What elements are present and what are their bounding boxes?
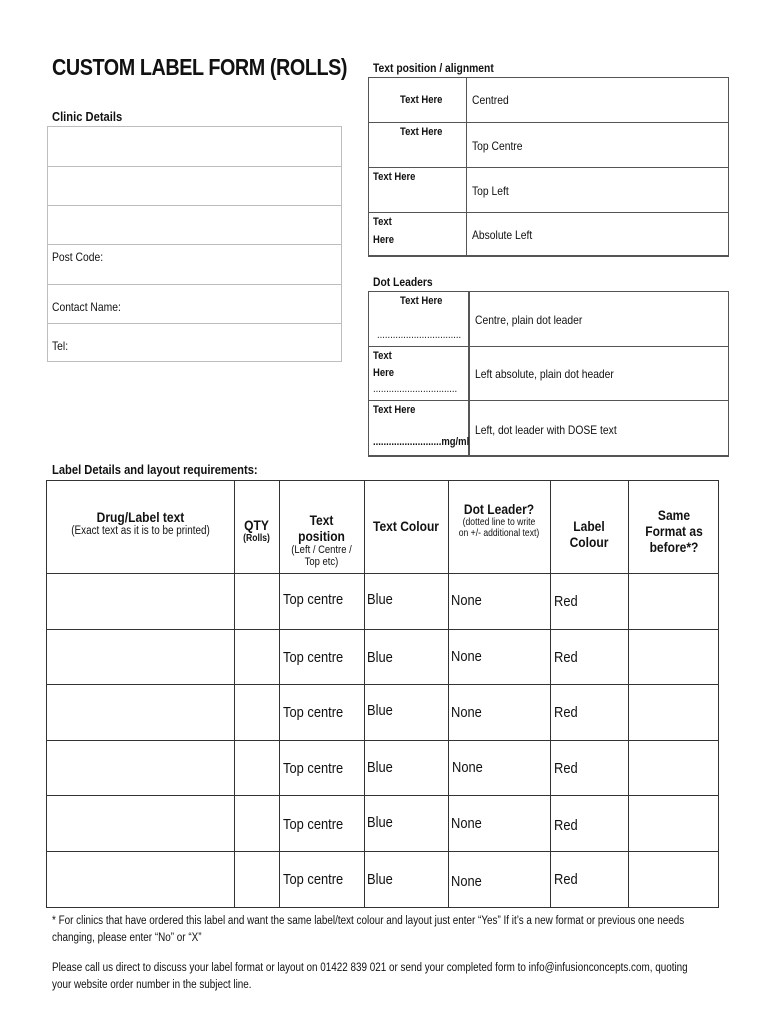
text-colour-cell[interactable]: Blue <box>367 871 393 888</box>
text-colour-cell[interactable]: Blue <box>367 649 393 666</box>
dot-leader-line: ................................ <box>373 383 458 395</box>
text-position-table <box>368 77 729 257</box>
text-position-row <box>369 168 728 213</box>
dot-leader-row <box>369 401 728 456</box>
same-format-footnote: * For clinics that have ordered this label and want the same label/text colour and layout just enter “Yes” If it’s a new format or previous one needs changing, please enter “No” or “X” <box>52 915 685 944</box>
text-position-cell[interactable]: Top centre <box>283 760 344 777</box>
col-header-dot-leader: Dot Leader? (dotted line to write on +/- additional text) <box>458 501 540 539</box>
clinic-details-box <box>47 126 342 362</box>
sample-text: Text Here <box>400 295 443 307</box>
page-title: CUSTOM LABEL FORM (ROLLS) <box>52 54 348 80</box>
text-position-cell[interactable]: Top centre <box>283 591 344 608</box>
tel-field[interactable] <box>48 324 341 362</box>
text-colour-cell[interactable]: Blue <box>367 759 393 776</box>
clinic-address-line-2-field[interactable] <box>48 206 341 245</box>
text-position-row <box>369 213 728 256</box>
text-position-cell[interactable]: Top centre <box>283 704 344 721</box>
label-colour-cell[interactable]: Red <box>554 649 578 666</box>
text-colour-cell[interactable]: Blue <box>367 591 393 608</box>
dot-leader-line: ................................ <box>377 329 462 341</box>
dot-leader-cell[interactable]: None <box>451 648 482 665</box>
col-header-text-colour: Text Colour <box>372 518 440 534</box>
label-details-heading: Label Details and layout requirements: <box>52 462 258 477</box>
dot-leader-cell[interactable]: None <box>451 815 482 832</box>
contact-name-label: Contact Name: <box>52 300 121 314</box>
contact-note: Please call us direct to discuss your label format or layout on 01422 839 021 or send your completed form to info@infusionconcepts.com, quoting your website order number in the subject line. <box>52 962 688 991</box>
dot-leader-cell[interactable]: None <box>451 592 482 609</box>
col-header-drug-label-text: Drug/Label text (Exact text as it is to be printed) <box>71 509 210 537</box>
label-colour-cell[interactable]: Red <box>554 871 578 888</box>
clinic-name-field[interactable] <box>48 127 341 167</box>
dot-leader-dose-line: ..........................mg/ml <box>373 436 470 448</box>
text-position-heading: Text position / alignment <box>373 61 494 75</box>
contact-name-field[interactable] <box>48 285 341 324</box>
sample-text: Text Here <box>373 171 416 183</box>
sample-text-line-2: Here <box>373 234 395 246</box>
sample-text: Text Here <box>400 94 443 106</box>
dot-leader-cell[interactable]: None <box>451 704 482 721</box>
dot-leader-cell[interactable]: None <box>452 759 483 776</box>
sample-text-line-1: Text <box>373 216 392 228</box>
sample-text: Text Here <box>373 404 416 416</box>
sample-text-line-1: Text <box>373 350 392 362</box>
text-position-cell[interactable]: Top centre <box>283 816 344 833</box>
label-colour-cell[interactable]: Red <box>554 760 578 777</box>
sample-text-line-2: Here <box>373 367 395 379</box>
alignment-description: Absolute Left <box>472 228 533 242</box>
label-colour-cell[interactable]: Red <box>554 704 578 721</box>
post-code-field[interactable] <box>48 245 341 285</box>
alignment-description: Top Left <box>472 184 509 198</box>
label-details-table <box>46 480 719 908</box>
text-colour-cell[interactable]: Blue <box>367 702 393 719</box>
col-header-text-position: Text position (Left / Centre / Top etc) <box>291 512 352 568</box>
sample-text: Text Here <box>400 126 443 138</box>
dot-leader-cell[interactable]: None <box>451 873 482 890</box>
dot-leaders-heading: Dot Leaders <box>373 275 433 289</box>
col-header-qty: QTY (Rolls) <box>243 517 270 544</box>
post-code-label: Post Code: <box>52 250 104 264</box>
text-position-row <box>369 123 728 168</box>
alignment-description: Top Centre <box>472 139 523 153</box>
dot-leader-row <box>369 292 728 347</box>
dot-leader-row <box>369 347 728 401</box>
clinic-details-heading: Clinic Details <box>52 109 123 124</box>
text-position-row <box>369 78 728 123</box>
dot-leaders-table <box>368 291 729 457</box>
text-position-cell[interactable]: Top centre <box>283 649 344 666</box>
label-colour-cell[interactable]: Red <box>554 817 578 834</box>
text-colour-cell[interactable]: Blue <box>367 814 393 831</box>
dot-leader-description: Left, dot leader with DOSE text <box>475 423 617 437</box>
col-header-label-colour: Label Colour <box>569 518 609 550</box>
tel-label: Tel: <box>52 339 69 353</box>
col-header-same-format: Same Format as before*? <box>645 507 703 555</box>
text-position-cell[interactable]: Top centre <box>283 871 344 888</box>
clinic-address-line-1-field[interactable] <box>48 167 341 206</box>
dot-leader-description: Left absolute, plain dot header <box>475 367 614 381</box>
dot-leader-description: Centre, plain dot leader <box>475 313 583 327</box>
alignment-description: Centred <box>472 93 509 107</box>
label-colour-cell[interactable]: Red <box>554 593 578 610</box>
